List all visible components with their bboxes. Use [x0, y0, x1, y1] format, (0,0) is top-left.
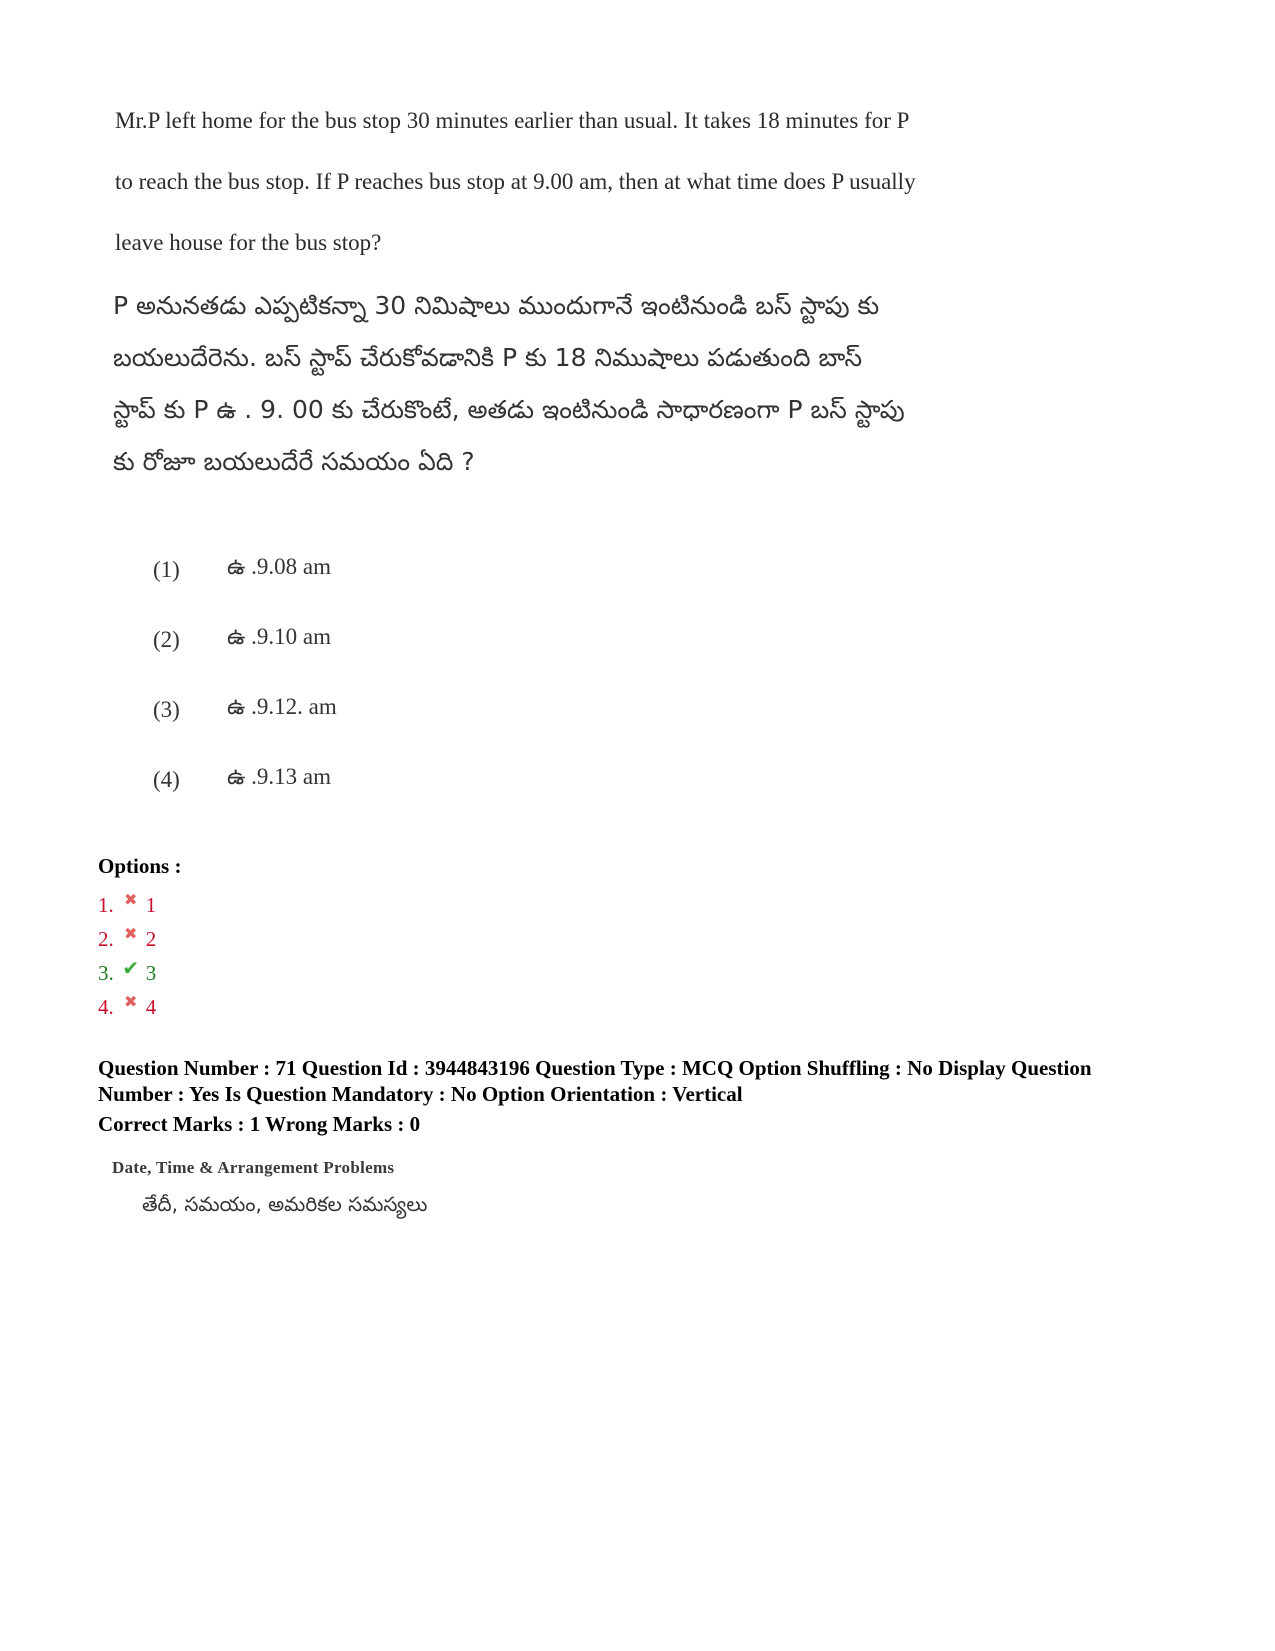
options-heading: Options : [98, 854, 182, 878]
choice-number: (4) [153, 767, 180, 792]
choice-4 [153, 745, 337, 815]
cross-icon: ✖ [124, 991, 138, 1011]
question-line: leave house for the bus stop? [115, 230, 382, 255]
question-line: P అనునతడు ఎప్పటికన్నా 30 నిమిషాలు ముందుగానే ఇంటినుండి బస్ స్టాపు కు [113, 291, 880, 320]
question-metadata [98, 1055, 1198, 1107]
option-value: 4 [145, 994, 157, 1019]
option-item-4 [98, 990, 156, 1024]
choice-3 [153, 675, 337, 745]
question-line: కు రోజూ బయలుదేరే సమయం ఏది ? [113, 447, 475, 476]
section-title-telugu: తేదీ, సమయం, అమరికల సమస్యలు [142, 1192, 428, 1216]
choice-number: (1) [153, 557, 180, 582]
option-value: 2 [145, 926, 157, 951]
cross-icon: ✖ [124, 889, 138, 909]
choice-text: ఉ .9.12. am [227, 694, 337, 719]
option-index: 4. [98, 994, 114, 1019]
option-item-2 [98, 922, 156, 956]
option-index: 2. [98, 926, 114, 951]
option-index: 1. [98, 892, 114, 917]
choice-number: (3) [153, 697, 180, 722]
question-line: to reach the bus stop. If P reaches bus stop at 9.00 am, then at what time does P usually [115, 169, 916, 194]
question-text-english [115, 90, 1035, 273]
option-value: 3 [145, 960, 157, 985]
metadata-line: Question Number : 71 Question Id : 3944843196 Question Type : MCQ Option Shuffling : No Display Question [98, 1056, 1092, 1080]
choice-text: ఉ .9.13 am [227, 764, 331, 789]
choice-1 [153, 535, 337, 605]
choice-2 [153, 605, 337, 675]
metadata-line: Number : Yes Is Question Mandatory : No Option Orientation : Vertical [98, 1082, 743, 1106]
option-index: 3. [98, 960, 114, 985]
question-line: Mr.P left home for the bus stop 30 minutes earlier than usual. It takes 18 minutes for P [115, 108, 910, 133]
option-item-3 [98, 956, 156, 990]
question-line: స్టాప్ కు P ఉ . 9. 00 కు చేరుకొంటే, అతడు ఇంటినుండి సాధారణంగా P బస్ స్టాపు [113, 395, 905, 424]
option-value: 1 [145, 892, 157, 917]
answer-choices [153, 535, 337, 815]
question-text-telugu [113, 280, 1043, 488]
options-list [98, 888, 156, 1024]
choice-text: ఉ .9.10 am [227, 624, 331, 649]
choice-text: ఉ .9.08 am [227, 554, 331, 579]
question-line: బయలుదేరెను. బస్ స్టాప్ చేరుకోవడానికి P కు 18 నిముషాలు పడుతుంది బాస్ [113, 343, 863, 372]
section-title-english: Date, Time & Arrangement Problems [112, 1158, 395, 1177]
cross-icon: ✖ [124, 923, 138, 943]
option-item-1 [98, 888, 156, 922]
check-icon: ✔ [122, 956, 140, 980]
choice-number: (2) [153, 627, 180, 652]
marks-info: Correct Marks : 1 Wrong Marks : 0 [98, 1112, 421, 1136]
